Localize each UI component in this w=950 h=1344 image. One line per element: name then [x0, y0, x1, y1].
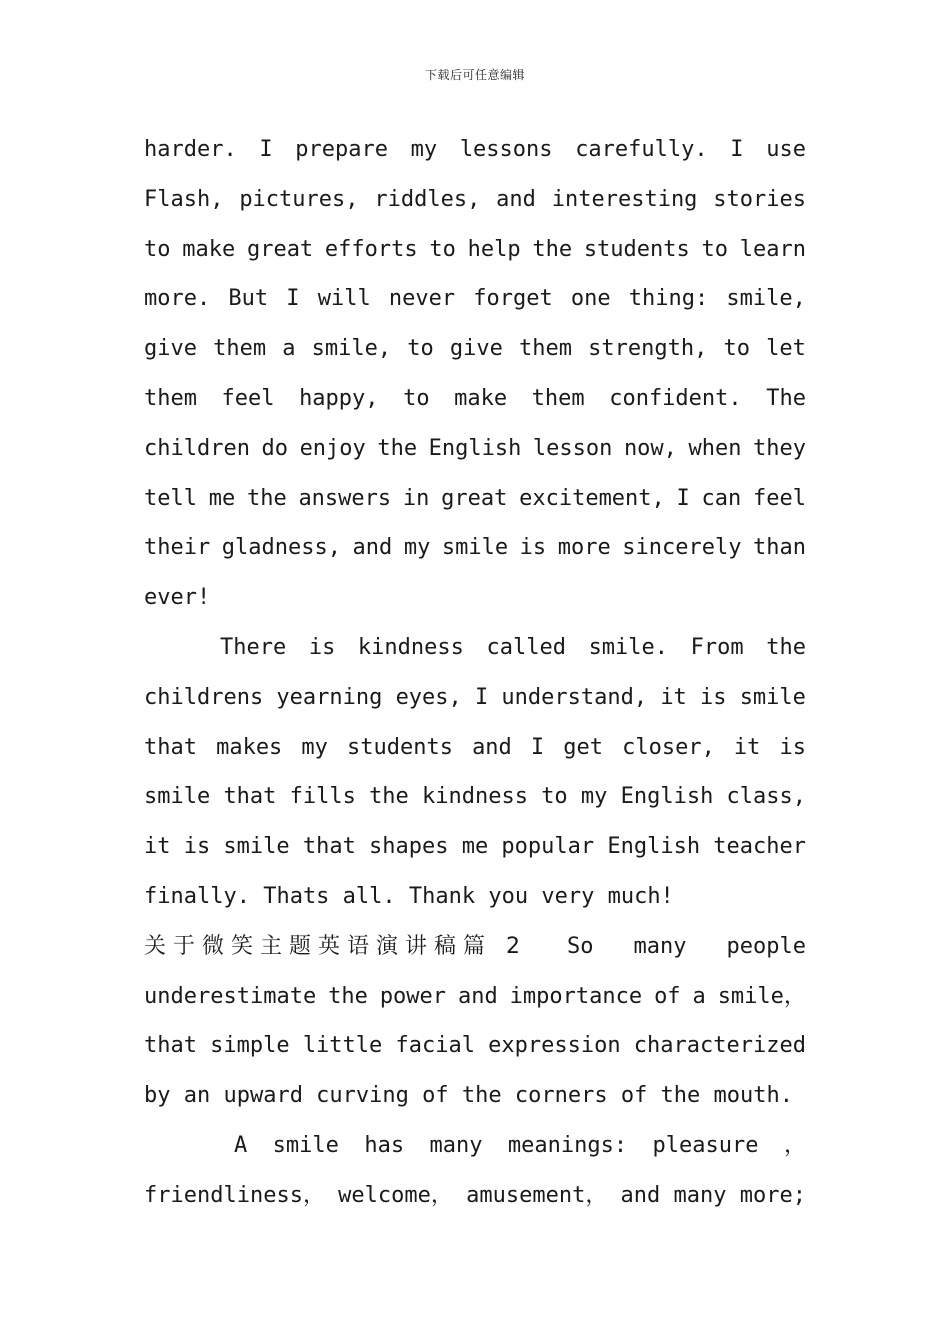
word: students: [583, 236, 690, 262]
paragraph-1-last-line: ever!: [144, 585, 211, 611]
word: confident.: [609, 385, 742, 411]
text-line: [144, 673, 806, 723]
text-line: [144, 1121, 806, 1171]
word: There: [220, 634, 287, 660]
word: A: [234, 1132, 248, 1158]
word: they: [753, 435, 806, 461]
word: them: [531, 385, 585, 411]
paragraph-1: [144, 125, 806, 573]
word: happy,: [299, 385, 379, 411]
word: give: [144, 336, 197, 362]
word: smile: [272, 1132, 339, 1158]
word: teacher: [713, 834, 806, 860]
word: yearning: [276, 684, 383, 710]
text-line: [144, 623, 806, 673]
word: fills: [289, 784, 356, 810]
word: is: [519, 535, 547, 561]
word: From: [690, 634, 744, 660]
word: facial: [395, 1033, 475, 1059]
word: lesson: [532, 435, 613, 461]
word: kindness: [357, 634, 464, 660]
section-2-last-line: by an upward curving of the corners of the mouth.: [144, 1083, 794, 1109]
word: and: [496, 186, 536, 212]
word: it: [733, 734, 761, 760]
word: more.: [144, 286, 211, 312]
text-line: [144, 972, 806, 1022]
word: smile，: [717, 983, 806, 1009]
text-line: [144, 1171, 806, 1221]
word: The: [766, 385, 806, 411]
word: pleasure: [652, 1132, 759, 1158]
word: gladness,: [221, 535, 341, 561]
word: riddles,: [374, 186, 481, 212]
word: that: [223, 784, 277, 810]
word: them: [213, 336, 267, 362]
text-line: [144, 225, 806, 275]
page-header: 下载后可任意编辑: [424, 68, 525, 82]
word: get: [563, 734, 603, 760]
word: to: [723, 336, 751, 362]
word: popular: [501, 834, 595, 860]
word: do: [261, 435, 289, 461]
word: I: [530, 734, 545, 760]
text-line: [144, 125, 806, 175]
word: welcome，: [338, 1182, 453, 1208]
word: smile: [223, 834, 290, 860]
word: amusement，: [466, 1182, 608, 1208]
word: closer,: [622, 734, 715, 760]
word: But: [228, 286, 269, 312]
word: smile.: [588, 634, 669, 660]
word: that: [144, 1033, 197, 1059]
word: great: [246, 236, 314, 262]
word: the: [532, 236, 573, 262]
word: forget: [473, 286, 553, 312]
word: ，: [783, 1132, 806, 1158]
word: use: [766, 137, 806, 162]
word: them: [144, 385, 197, 411]
word: eyes,: [395, 684, 462, 710]
word: class,: [726, 784, 806, 810]
word: characterized: [633, 1033, 806, 1059]
section-2-heading-line: [144, 922, 806, 972]
word: more: [557, 535, 611, 561]
word: learn: [739, 236, 806, 262]
word: understand,: [501, 684, 648, 710]
word: feel: [221, 385, 275, 411]
paragraph-4: [144, 1121, 806, 1221]
word: So: [567, 933, 594, 959]
word: and: [352, 535, 393, 561]
word: students: [347, 734, 453, 760]
word: that: [302, 834, 356, 860]
word: many: [429, 1132, 483, 1158]
word: my: [580, 784, 608, 810]
word: me: [208, 485, 236, 511]
word: English: [620, 784, 714, 810]
text-line: [144, 324, 806, 374]
word: people: [726, 933, 806, 959]
word: smile: [144, 784, 211, 810]
word: one: [570, 286, 611, 312]
word: the: [246, 485, 287, 511]
document-body: [144, 125, 806, 1221]
text-line: [144, 1021, 806, 1071]
text-line: [144, 723, 806, 773]
word: underestimate: [144, 983, 317, 1009]
word: importance: [509, 983, 643, 1009]
word: make: [454, 385, 508, 411]
word: answers: [298, 485, 392, 511]
word: is: [183, 834, 211, 860]
word: harder.: [144, 137, 237, 162]
word: will: [317, 286, 371, 312]
word: I: [286, 286, 300, 312]
word: called: [486, 634, 566, 660]
word: many: [633, 933, 687, 959]
word: great: [441, 485, 508, 511]
word: the: [377, 435, 418, 461]
word: to: [403, 385, 430, 411]
text-line: [144, 424, 806, 474]
word: and: [472, 734, 512, 760]
word: can: [701, 485, 742, 511]
word: their: [144, 535, 211, 561]
word: children: [144, 435, 250, 461]
word: smile: [739, 684, 806, 710]
word: a: [282, 336, 296, 362]
word: give: [449, 336, 503, 362]
word: carefully.: [575, 137, 708, 162]
word: prepare: [295, 137, 388, 162]
word: enjoy: [299, 435, 366, 461]
word: stories: [713, 186, 806, 212]
word: English: [607, 834, 701, 860]
word: me: [461, 834, 489, 860]
word: English: [428, 435, 522, 461]
word: to: [429, 236, 456, 262]
word: efforts: [324, 236, 418, 262]
word: it: [144, 834, 171, 860]
word: pictures,: [239, 186, 359, 212]
word: I: [474, 684, 489, 710]
word: help: [467, 236, 521, 262]
word: thing:: [628, 286, 709, 312]
word: than: [753, 535, 806, 561]
word: simple: [210, 1033, 290, 1059]
section-heading: 关于微笑主题英语演讲稿篇 2: [144, 933, 527, 959]
word: little: [302, 1033, 383, 1059]
word: expression: [488, 1033, 621, 1059]
word: excitement,: [519, 485, 665, 511]
word: I: [676, 485, 690, 511]
text-line: [144, 374, 806, 424]
word: to: [144, 236, 171, 262]
word: is: [779, 734, 806, 760]
word: is: [700, 684, 727, 710]
text-line: [144, 772, 806, 822]
word: strength,: [588, 336, 708, 362]
word: my: [301, 734, 328, 760]
word: to: [701, 236, 729, 262]
word: friendliness，: [144, 1182, 325, 1208]
word: my: [410, 137, 438, 162]
word: smile: [441, 535, 509, 561]
word: make: [182, 236, 236, 262]
word: and: [457, 983, 498, 1009]
word: sincerely: [622, 535, 742, 561]
paragraph-2-last-line: finally. Thats all. Thank you very much!: [144, 883, 674, 909]
word: in: [402, 485, 430, 511]
text-line: [144, 523, 806, 573]
word: shapes: [369, 834, 449, 860]
word: let: [766, 336, 806, 362]
word: when: [688, 435, 742, 461]
text-line: [144, 274, 806, 324]
word: lessons: [459, 137, 553, 162]
word: the: [766, 634, 806, 660]
word: my: [403, 535, 431, 561]
word: interesting: [551, 186, 698, 212]
word: a: [692, 983, 706, 1009]
word: Flash,: [144, 186, 224, 212]
word: now,: [623, 435, 677, 461]
word: to: [407, 336, 434, 362]
word: of: [654, 983, 681, 1009]
word: power: [379, 983, 447, 1009]
word: it: [660, 684, 687, 710]
word: never: [388, 286, 456, 312]
word: to: [541, 784, 568, 810]
word: kindness: [422, 784, 528, 810]
word: feel: [753, 485, 806, 511]
text-line: [144, 175, 806, 225]
word: makes: [216, 734, 283, 760]
word: tell: [144, 485, 197, 511]
paragraph-2: [144, 623, 806, 872]
word: is: [308, 634, 336, 660]
word: smile,: [726, 286, 806, 312]
word: them: [519, 336, 573, 362]
text-line: [144, 822, 806, 872]
word: smile,: [311, 336, 392, 362]
text-line: [144, 474, 806, 524]
word: I: [259, 137, 273, 162]
word: the: [369, 784, 409, 810]
word: and many more;: [620, 1182, 806, 1208]
word: I: [730, 137, 744, 162]
word: has: [364, 1132, 405, 1158]
word: childrens: [144, 684, 264, 710]
word: that: [144, 734, 197, 760]
section-2-body: [144, 972, 806, 1072]
word: meanings:: [507, 1132, 628, 1158]
word: the: [328, 983, 368, 1009]
